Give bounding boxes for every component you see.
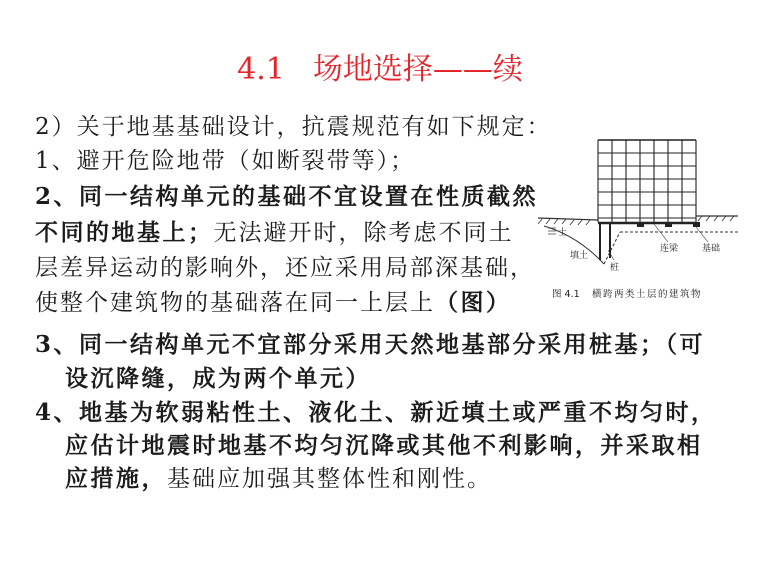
rule-2-emphasis: 不同的地基上；: [35, 219, 214, 246]
building-across-soil-figure: [538, 132, 738, 307]
figure-reference: （图）: [435, 289, 512, 316]
rule-2-line-2: [35, 218, 514, 248]
rule-4-line-2: [65, 431, 703, 461]
foundation-label: 基础: [702, 244, 721, 254]
rule-2-text: 使整个建筑物的基础落在同一上层上: [35, 290, 435, 316]
rule-4-line-1: [35, 398, 717, 428]
rule-3-line-1: [35, 330, 705, 360]
rule-intro-text: 2）关于地基基础设计，抗震规范有如下规定：: [35, 114, 552, 140]
rule-3-line-2: [65, 364, 371, 394]
rule-intro: [35, 112, 552, 142]
rule-4-text: 基础应加强其整体性和刚性。: [167, 466, 492, 492]
rule-3-text: 设沉降缝，成为两个单元）: [65, 365, 371, 392]
rule-3-text: 3、同一结构单元不宜部分采用天然地基部分采用桩基；（可: [35, 331, 706, 358]
beam-label: 连梁: [660, 244, 679, 254]
rule-2-text: 层差异运动的影响外，还应采用局部深基础，: [35, 255, 535, 281]
rule-2-line-3: [35, 253, 535, 283]
rule-2-text: 2、同一结构单元的基础不宜设置在性质截然: [35, 183, 539, 210]
rule-2-text: 无法避开时，除考虑不同土: [213, 220, 514, 246]
rule-1-text: 1、避开危险地带（如断裂带等）；: [35, 148, 416, 174]
rule-1: [35, 146, 415, 176]
section-title: 场地选择——续: [312, 52, 523, 87]
rule-2-line-4: [35, 288, 512, 318]
fill-soil-label: 填土: [570, 251, 589, 261]
figure-caption: 横跨两类土层的建筑物: [592, 289, 703, 300]
section-number: 4.1: [237, 52, 285, 87]
rule-2-line-1: [35, 182, 538, 212]
rule-4-text: 4、地基为软弱粘性土、液化土、新近填土或严重不均匀时，: [35, 399, 717, 426]
pile-label: 桩: [610, 263, 620, 273]
figure-caption-number: 图 4.1: [552, 289, 580, 300]
rule-4-line-3: [65, 464, 492, 494]
rule-4-emphasis: 应措施，: [65, 465, 167, 492]
building-frame: [598, 140, 696, 222]
soil-label: 土: [558, 228, 568, 238]
rule-4-text: 应估计地震时地基不均匀沉降或其他不利影响，并采取相: [65, 432, 703, 459]
label-leaders: [608, 224, 708, 260]
slide-title: [0, 50, 760, 90]
